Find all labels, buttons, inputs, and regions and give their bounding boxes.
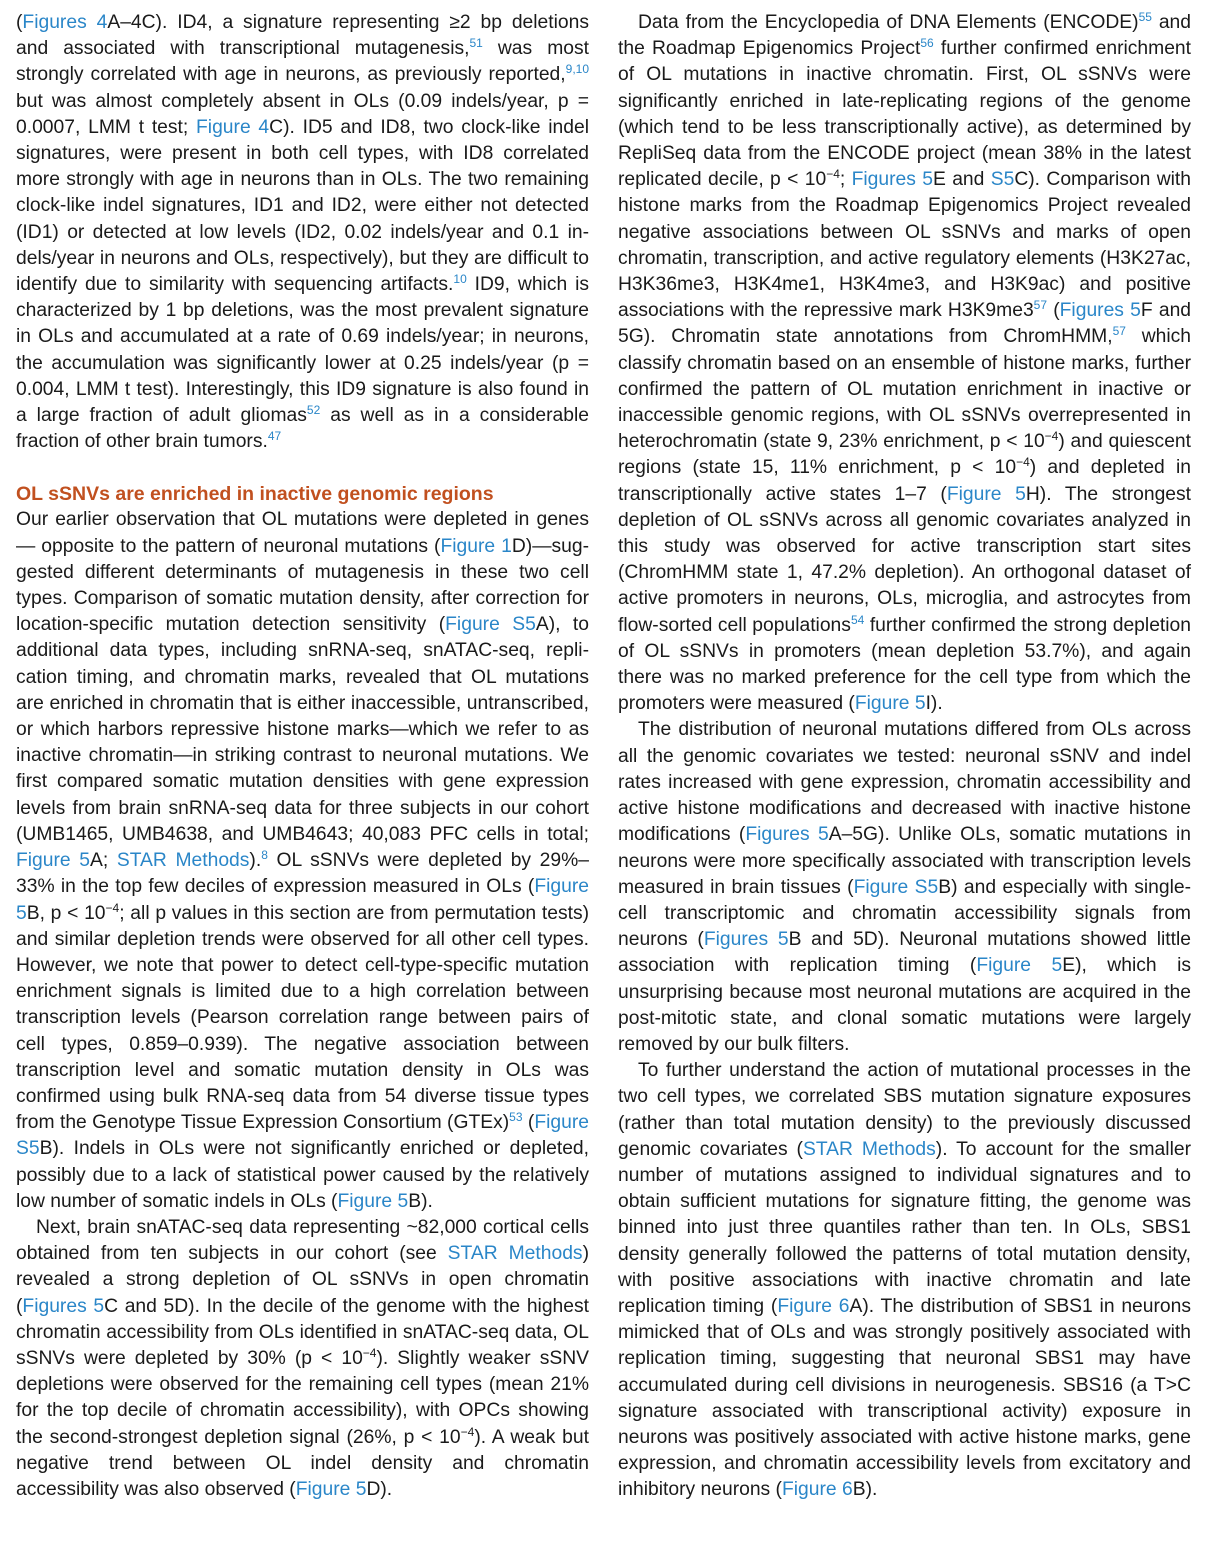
body-text: OL sSNVs were depleted by 29%–33% in the top few deciles of expression measured in OLs ( [16,850,589,898]
section-heading: OL sSNVs are enriched in inactive genomic regions [16,483,494,506]
body-text: A–4C). ID4, a signature representing ≥2 bp deletions and associated with transcriptional mutagenesis, [16,12,590,60]
body-text: ; [839,169,852,191]
body-text: ). [249,850,262,872]
body-text: and the Roadmap Epigenomics Project [618,12,1191,60]
body-text: A). The distribution of SBS1 in neurons mimicked that of OLs and was strongly positively associated with replication timing, suggesting that neuronal SBS1 may have accumulated during cell divisions in neurogenesis. SBS16 (a T>C signature associated with transcriptional activity) exposure in neurons was positively associated with active histone marks, gene expression, and chromatin accessibility levels from excitatory and inhibitory neurons ( [618,1295,1192,1501]
body-text: C). ID5 and ID8, two clock-like indel signatures, were present in both cell types, with ID8 correlated more strongly with age in neurons than in OLs. The two remaining clock-like indel signatures, ID1 and ID2, were either not detected (ID1) or detected at low levels (ID2, 0.02 indels/year and 0.1 indels/year in neurons and OLs, respectively), but they are difficult to identify due to similarity with sequencing artifacts. [16,116,589,296]
body-text: further confirmed enrichment of OL mutations in inactive chromatin. First, OL sSNVs were significantly enriched in late-replicating regions of the genome (which tend to be less transcriptionally active), as determined by RepliSeq data from the ENCODE project (mean 38% in the latest replicated decile, p < 10 [618,38,1191,191]
body-text: A; [90,850,117,872]
body-text: The distribution of neuronal mutations differed from OLs across all the genomic covariates we tested: neuronal sSNV and indel rates increased with gene expression, chromatin accessibility and active histone modifications and decreased with inactive histone modifications ( [618,719,1191,846]
figure-reference-link[interactable]: Figure 5 [854,693,926,715]
body-text: C and 5D). In the decile of the genome with the highest chromatin accessibility from OLs identified in snATAC-seq data, OL sSNVs were depleted by 30% (p < 10 [16,1295,589,1369]
figure-reference-link[interactable]: Figure 5 [16,876,589,924]
paragraph [16,1215,589,1503]
body-text: F and 5G). Chromatin state annotations from ChromHMM, [618,300,1192,348]
body-text: E and [932,169,991,191]
figure-reference-link[interactable]: Figure 5 [295,1478,367,1500]
body-text: ID9, which is characterized by 1 bp deletions, was the most prevalent signature in OLs and accumulated at a rate of 0.69 indels/year; in neurons, the accumulation was significantly lower at 0.25 indels/year (p = 0.004, LMM t test). Interestingly, this ID9 signature is also found in a large fraction of adult gliomas [16,274,589,427]
figure-reference-link[interactable]: Figure 4 [196,116,270,138]
figure-reference-link[interactable]: Figures 5 [851,169,933,191]
figure-reference-link[interactable]: Figure S5 [445,614,536,636]
body-text: ( [1047,300,1060,322]
citation-superscript[interactable]: 51 [469,36,483,51]
exponent: −4 [1044,429,1059,444]
figure-reference-link[interactable]: STAR Methods [802,1138,936,1160]
body-text: D)—suggested different determinants of mutagenesis in these two cell types. Comparison of somatic mutation density, after correction for location-specific mutation detection sensitivity ( [16,535,589,636]
body-text: B, p < 10 [26,902,106,924]
paragraph [618,1058,1191,1503]
left-column [16,10,589,1503]
body-text: further confirmed the strong depletion of OL sSNVs in promoters (mean depletion 53.7%), and again there was no marked preference for the cell type from which the promoters were measured ( [618,614,1192,715]
body-text: B) and especially with single-cell transcriptomic and chromatin accessibility signals from neurons ( [618,876,1191,951]
figure-reference-link[interactable]: Figure 1 [440,535,512,557]
figure-reference-link[interactable]: Figure 6 [781,1479,853,1501]
body-text: C). Comparison with histone marks from the Roadmap Epigenomics Project revealed negative associations between OL sSNVs and marks of open chromatin, transcription, and active regulatory elements (H3K27ac, H3K36me3, H3K4me1, H3K4me3, and H3K9ac) and positive associations with the repressive mark H3K9me3 [618,169,1191,322]
figure-reference-link[interactable]: STAR Methods [116,850,250,872]
body-text: I). [925,693,943,715]
body-text: ). A weak but negative trend between OL indel density and chromatin accessibility was also observed ( [16,1426,589,1500]
body-text: E), which is unsurprising because most neuronal mutations are acquired in the post-mitotic state, and clonal somatic mutations were largely removed by our bulk filters. [618,955,1191,1055]
body-text: ( [522,1112,535,1134]
exponent: −4 [826,167,840,182]
body-text: Next, brain snATAC-seq data representing ~82,000 cortical cells obtained from ten subjects in our cohort (see [16,1216,589,1265]
body-text: ) and depleted in transcriptionally active states 1–7 ( [618,457,1191,505]
figure-reference-link[interactable]: Figure 5 [946,483,1026,505]
body-text: B and 5D). Neuronal mutations showed little association with replication timing ( [618,929,1191,977]
figure-reference-link[interactable]: Figure S5 [853,876,939,898]
figure-reference-link[interactable]: Figures 5 [745,824,829,846]
figure-reference-link[interactable]: Figure S5 [16,1112,589,1160]
figure-reference-link[interactable]: Figures 4 [22,12,108,33]
exponent: −4 [105,900,120,915]
paragraph [618,10,1191,717]
exponent: −4 [460,1424,475,1439]
figure-reference-link[interactable]: Figures 5 [22,1295,105,1317]
figure-reference-link[interactable]: Figure 5 [976,955,1063,977]
citation-superscript[interactable]: 56 [920,36,934,51]
paragraph [16,507,589,1214]
body-text: ) revealed a strong depletion of OL sSNVs in open chromatin ( [16,1243,589,1317]
body-text: as well as in a considerable fraction of other brain tumors. [16,405,589,453]
body-text: D). [366,1478,393,1500]
figure-reference-link[interactable]: STAR Methods [447,1243,583,1265]
figure-reference-link[interactable]: Figures 5 [703,929,789,951]
citation-superscript[interactable]: 10 [453,272,467,287]
figure-reference-link[interactable]: S5 [990,169,1015,191]
body-text: A), to additional data types, including snRNA-seq, snATAC-seq, replication timing, and chromatin marks, revealed that OL mutations are enriched in chromatin that is either inaccessible, untranscribed, or which harbors repressive histone marks—which we refer to as inactive chromatin—in striking contrast to neuronal mutations. We first compared somatic mutation densities with gene expression levels from brain snRNA-seq data for three subjects in our cohort (UMB1465, UMB4638, and UMB4643; 40,083 PFC cells in total; [16,614,590,845]
citation-superscript[interactable]: 57 [1033,298,1048,313]
body-text: H). The strongest depletion of OL sSNVs across all genomic covariates analyzed in this study was observed for active transcription start sites (ChromHMM state 1, 47.2% depletion). An orthogonal dataset of active promoters in neurons, OLs, microglia, and astrocytes from flow-sorted cell populations [618,483,1192,636]
body-text: ). Slightly weaker sSNV depletions were observed for the remaining cell types (mean 21% for the top decile of chromatin accessibility), with OPCs showing the second-strongest depletion signal (26%, p < 10 [16,1347,589,1448]
citation-superscript[interactable]: 8 [261,848,268,863]
body-text: B). [408,1190,433,1212]
body-text: B). Indels in OLs were not significantly enriched or depleted, possibly due to a lack of statistical power caused by the relatively low number of somatic indels in OLs ( [16,1138,589,1212]
body-text: B). [852,1479,878,1501]
exponent: −4 [1016,455,1030,470]
citation-superscript[interactable]: 57 [1112,324,1126,339]
figure-reference-link[interactable]: Figures 5 [1059,300,1141,322]
body-text: was most strongly correlated with age in neurons, as previously reported, [16,38,589,86]
citation-superscript[interactable]: 47 [267,429,282,444]
figure-reference-link[interactable]: Figure 5 [337,1190,409,1212]
body-text: To further understand the action of mutational processes in the two cell types, we correlated SBS mutation signature exposures (rather than total mutation density) to the previously discussed genomic covariates ( [618,1060,1191,1160]
body-text: Data from the Encyclopedia of DNA Elements (ENCODE) [638,12,1139,33]
citation-superscript[interactable]: 55 [1138,10,1152,24]
citation-superscript[interactable]: 53 [509,1110,523,1125]
citation-superscript[interactable]: 54 [850,612,865,627]
body-text: ). To account for the smaller number of mutations assigned to individual signatures and to obtain sufficient mutations for signature fitting, the genome was binned into just three quantiles rather than ten. In OLs, SBS1 density generally followed the patterns of total mutation density, with positive associations with inactive chromatin and late replication timing ( [618,1138,1191,1317]
citation-superscript[interactable]: 52 [306,403,321,418]
body-text: ; all p values in this section are from permutation tests) and similar depletion trends were observed for all other cell types. However, we note that power to detect cell-type-specific mutation enrichment signals is limited due to a high correlation between transcription levels (Pearson correlation range between pairs of cell types, 0.859–0.939). The negative association between transcription level and somatic mutation density in OLs was confirmed using bulk RNA-seq data from 54 diverse tissue types from the Genotype Tissue Expression Consortium (GTEx) [16,902,590,1134]
right-column [618,10,1191,1504]
body-text: A–5G). Unlike OLs, somatic mutations in neurons were more specifically associated with transcription levels measured in brain tissues ( [618,824,1191,898]
paragraph [16,10,589,455]
body-text: which classify chromatin based on an ensemble of histone marks, further confirmed the pattern of OL mutation enrichment in inactive or inaccessible genomic regions, with OL sSNVs overrepresented in heterochromatin (state 9, 23% enrichment, p < 10 [618,326,1191,453]
body-text: Our earlier observation that OL mutations were depleted in genes— opposite to the pattern of neuronal mutations ( [16,509,589,557]
paragraph [618,717,1191,1058]
body-text: ( [16,12,23,33]
figure-reference-link[interactable]: Figure 6 [777,1295,850,1317]
figure-reference-link[interactable]: Figure 5 [16,850,90,872]
body-text: but was almost completely absent in OLs (0.09 indels/year, p = 0.0007, LMM t test; [16,90,589,138]
body-text: ) and quiescent regions (state 15, 11% enrichment, p < 10 [618,431,1191,479]
exponent: −4 [362,1345,377,1360]
citation-superscript[interactable]: 9,10 [565,62,589,77]
